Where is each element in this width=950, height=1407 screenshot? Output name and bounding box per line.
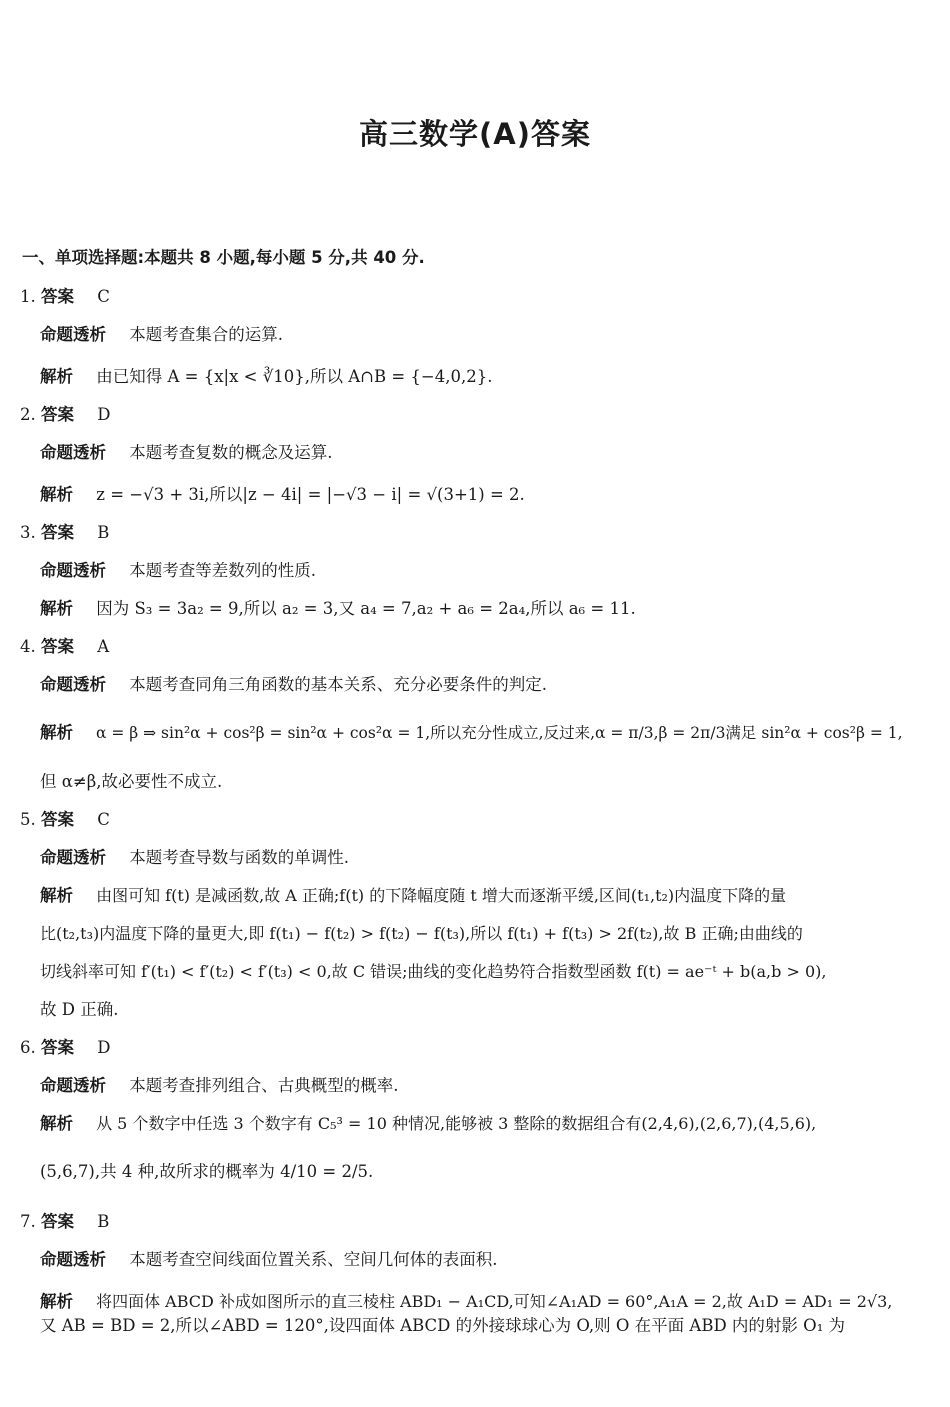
question-3-intent xyxy=(40,559,930,583)
question-2-analysis xyxy=(40,483,930,507)
intent-text: 本题考查同角三角函数的基本关系、充分必要条件的判定. xyxy=(129,675,547,694)
analysis-text: 因为 S₃ = 3a₂ = 9,所以 a₂ = 3,又 a₄ = 7,a₂ + a₆ = 2a₄,所以 a₆ = 11. xyxy=(96,599,636,618)
intent-label: 命题透析 xyxy=(40,848,106,867)
intent-label: 命题透析 xyxy=(40,561,106,580)
question-6-answer-line xyxy=(20,1036,910,1060)
question-4-analysis-cont: 但 α≠β,故必要性不成立. xyxy=(40,772,223,791)
question-5-intent xyxy=(40,846,930,870)
analysis-text: 从 5 个数字中任选 3 个数字有 C₅³ = 10 种情况,能够被 3 整除的数据组合有(2,4,6),(2,6,7),(4,5,6), xyxy=(96,1114,817,1133)
answer-value: C xyxy=(97,810,110,829)
question-6-intent xyxy=(40,1074,930,1098)
question-5-analysis-cont: 故 D 正确. xyxy=(40,1000,119,1019)
answer-label: 答案 xyxy=(41,1038,74,1057)
question-3-answer-line xyxy=(20,521,910,545)
analysis-label: 解析 xyxy=(40,485,73,504)
intent-text: 本题考查集合的运算. xyxy=(129,325,283,344)
question-7-answer-line xyxy=(20,1210,910,1234)
question-6-analysis-cont: (5,6,7),共 4 种,故所求的概率为 4/10 = 2/5. xyxy=(40,1162,374,1181)
intent-text: 本题考查等差数列的性质. xyxy=(129,561,316,580)
question-4-answer-line xyxy=(20,635,910,659)
analysis-label: 解析 xyxy=(40,367,73,386)
answer-label: 答案 xyxy=(41,810,74,829)
intent-label: 命题透析 xyxy=(40,675,106,694)
analysis-label: 解析 xyxy=(40,1292,73,1311)
answer-value: A xyxy=(97,637,110,656)
question-number: 7. xyxy=(20,1212,36,1231)
question-3-analysis xyxy=(40,597,930,621)
question-5-analysis-cont: 切线斜率可知 f′(t₁) < f′(t₂) < f′(t₃) < 0,故 C 错误;曲线的变化趋势符合指数型函数 f(t) = ae⁻ᵗ + b(a,b > 0), xyxy=(40,962,827,981)
answer-label: 答案 xyxy=(41,637,74,656)
intent-label: 命题透析 xyxy=(40,1250,106,1269)
analysis-label: 解析 xyxy=(40,886,73,905)
question-number: 6. xyxy=(20,1038,36,1057)
question-5-analysis xyxy=(40,884,930,908)
question-5-answer-line xyxy=(20,808,910,832)
answer-label: 答案 xyxy=(41,287,74,306)
answer-value: D xyxy=(97,1038,111,1057)
answer-label: 答案 xyxy=(41,523,74,542)
analysis-text: 由图可知 f(t) 是减函数,故 A 正确;f(t) 的下降幅度随 t 增大而逐渐平缓,区间(t₁,t₂)内温度下降的量 xyxy=(96,886,787,905)
question-number: 4. xyxy=(20,637,36,656)
question-1-answer-line xyxy=(20,285,910,309)
analysis-text: α = β ⇒ sin²α + cos²β = sin²α + cos²α = 1,所以充分性成立,反过来,α = π/3,β = 2π/3满足 sin²α + cos²β = 1, xyxy=(95,724,903,742)
question-5-analysis-cont: 比(t₂,t₃)内温度下降的量更大,即 f(t₁) − f(t₂) > f(t₂) − f(t₃),所以 f(t₁) + f(t₃) > 2f(t₂),故 B 正确;由曲线的 xyxy=(40,924,803,943)
question-number: 3. xyxy=(20,523,36,542)
analysis-text: z = −√3 + 3i,所以|z − 4i| = |−√3 − i| = √(3+1) = 2. xyxy=(96,485,525,504)
question-6-analysis xyxy=(40,1112,930,1136)
answer-label: 答案 xyxy=(41,405,74,424)
question-7-intent xyxy=(40,1248,930,1272)
intent-label: 命题透析 xyxy=(40,443,106,462)
intent-text: 本题考查空间线面位置关系、空间几何体的表面积. xyxy=(129,1250,498,1269)
analysis-label: 解析 xyxy=(40,599,73,618)
question-4-analysis xyxy=(40,721,930,745)
intent-text: 本题考查复数的概念及运算. xyxy=(129,443,333,462)
answer-value: B xyxy=(97,523,110,542)
question-2-answer-line xyxy=(20,403,910,427)
analysis-text: 由已知得 A = {x|x < ∛10},所以 A∩B = {−4,0,2}. xyxy=(96,367,493,386)
question-2-intent xyxy=(40,441,930,465)
intent-text: 本题考查排列组合、古典概型的概率. xyxy=(129,1076,399,1095)
question-1-intent xyxy=(40,323,930,347)
page-title: 高三数学(A)答案 xyxy=(359,117,591,151)
answer-value: C xyxy=(97,287,110,306)
analysis-label: 解析 xyxy=(40,723,73,742)
analysis-label: 解析 xyxy=(40,1114,73,1133)
answer-value: D xyxy=(97,405,111,424)
answer-value: B xyxy=(97,1212,110,1231)
question-number: 1. xyxy=(20,287,36,306)
section-heading: 一、单项选择题:本题共 8 小题,每小题 5 分,共 40 分. xyxy=(22,248,425,267)
question-number: 2. xyxy=(20,405,36,424)
answer-label: 答案 xyxy=(41,1212,74,1231)
intent-label: 命题透析 xyxy=(40,1076,106,1095)
question-4-intent xyxy=(40,673,930,697)
question-number: 5. xyxy=(20,810,36,829)
question-7-analysis xyxy=(40,1290,930,1314)
question-1-analysis xyxy=(40,365,930,389)
cut-off-line xyxy=(40,1316,930,1338)
intent-text: 本题考查导数与函数的单调性. xyxy=(129,848,349,867)
question-7-analysis-cont: 又 AB = BD = 2,所以∠ABD = 120°,设四面体 ABCD 的外接球球心为 O,则 O 在平面 ABD 内的射影 O₁ 为 xyxy=(40,1316,846,1335)
analysis-text: 将四面体 ABCD 补成如图所示的直三棱柱 ABD₁ − A₁CD,可知∠A₁AD = 60°,A₁A = 2,故 A₁D = AD₁ = 2√3, xyxy=(96,1292,893,1311)
intent-label: 命题透析 xyxy=(40,325,106,344)
